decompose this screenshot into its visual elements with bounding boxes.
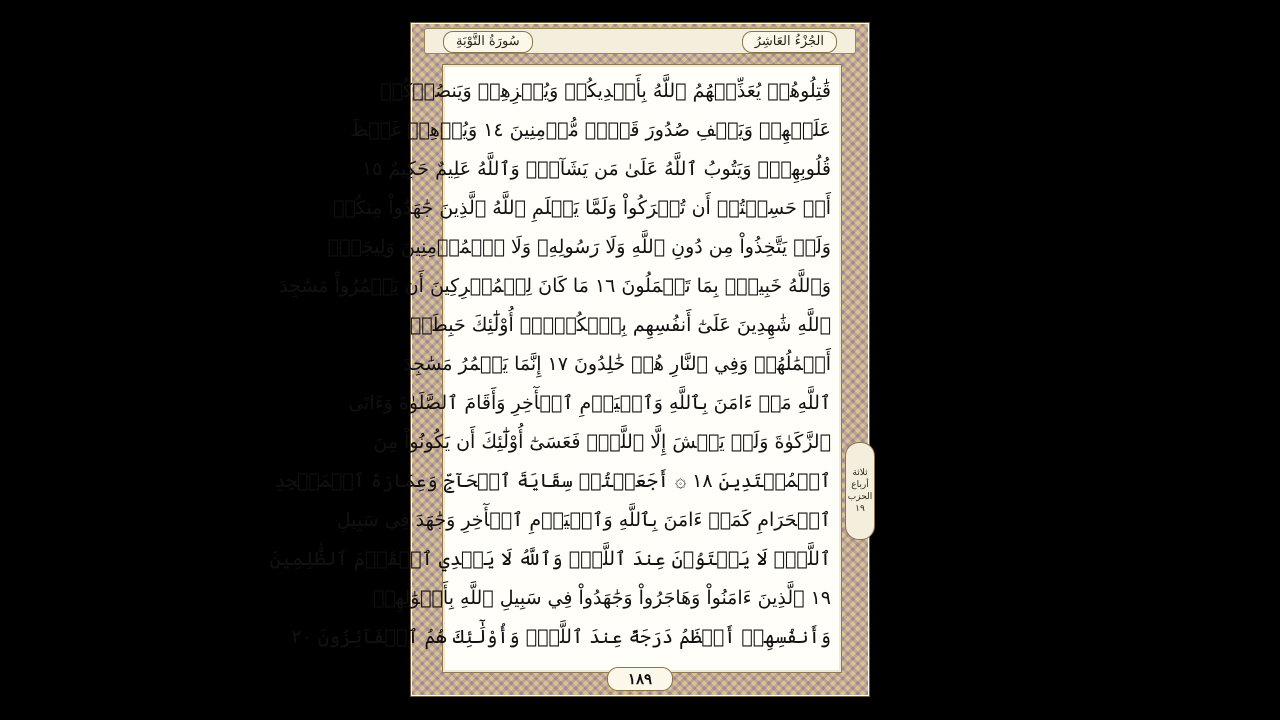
juz-title: الجُزْءُ العَاشِرُ xyxy=(742,31,837,53)
verse-line: ٱلزَّكَوٰةَ وَلَمۡ يَخۡشَ إِلَّا ٱللَّهَۖ فَعَسَىٰٓ أُوْلَٰٓئِكَ أَن يَكُونُواْ مِنَ xyxy=(373,431,831,453)
verse-line: وَٱللَّهُ خَبِيرُۢ بِمَا تَعۡمَلُونَ ١٦ مَا كَانَ لِلۡمُشۡرِكِينَ أَن يَعۡمُرُواْ مَسَٰجِدَ xyxy=(279,275,831,297)
verse-line: عَلَيۡهِمۡ وَيَشۡفِ صُدُورَ قَوۡمٖ مُّؤۡمِنِينَ ١٤ وَيُذۡهِبۡ غَيۡظَ xyxy=(350,119,831,141)
verse-line: ٱللَّهِ مَنۡ ءَامَنَ بِٱللَّهِ وَٱلۡيَوۡمِ ٱلۡأٓخِرِ وَأَقَامَ ٱلصَّلَوٰةَ وَءَاتَى xyxy=(348,392,831,414)
verses-panel xyxy=(269,64,842,673)
hizb-marker-number: ١٩ xyxy=(855,504,865,514)
verse-line: ٱلۡمُهۡتَدِينَ ١٨ ۞ أَجَعَلۡتُمۡ سِقَايَةَ ٱلۡحَآجِّ وَعِمَارَةَ ٱلۡمَسۡجِدِ xyxy=(274,470,831,492)
page-header xyxy=(424,28,856,54)
verse-line: قُلُوبِهِمۡۗ وَيَتُوبُ ٱللَّهُ عَلَىٰ مَن يَشَآءُۗ وَٱللَّهُ عَلِيمٌ حَكِيمٌ ١٥ xyxy=(361,158,831,180)
surah-title: سُورَةُ التَّوْبَةِ xyxy=(443,31,533,53)
verse-line: أَمۡ حَسِبۡتُمۡ أَن تُتۡرَكُواْ وَلَمَّا يَعۡلَمِ ٱللَّهُ ٱلَّذِينَ جَٰهَدُواْ مِنكُمۡ xyxy=(333,197,831,219)
verse-line: وَلَمۡ يَتَّخِذُواْ مِن دُونِ ٱللَّهِ وَلَا رَسُولِهِۦ وَلَا ٱلۡمُؤۡمِنِينَ وَلِيجَةٗۚ xyxy=(327,236,831,258)
hizb-marker-text: ثلاثة أرباع xyxy=(851,468,869,490)
verse-line: وَأَنفُسِهِمۡ أَعۡظَمُ دَرَجَةً عِندَ ٱللَّهِۚ وَأُوْلَٰٓئِكَ هُمُ ٱلۡفَآئِزُونَ ٢٠ xyxy=(291,626,831,648)
verse-line: ٱلۡحَرَامِ كَمَنۡ ءَامَنَ بِٱللَّهِ وَٱلۡيَوۡمِ ٱلۡأٓخِرِ وَجَٰهَدَ فِي سَبِيلِ xyxy=(336,509,831,531)
verse-line: ١٩ ٱلَّذِينَ ءَامَنُواْ وَهَاجَرُواْ وَجَٰهَدُواْ فِي سَبِيلِ ٱللَّهِ بِأَمۡوَٰلِهِمۡ xyxy=(372,587,831,609)
verse-line: أَعۡمَٰلُهُمۡ وَفِي ٱلنَّارِ هُمۡ خَٰلِدُونَ ١٧ إِنَّمَا يَعۡمُرُ مَسَٰجِدَ xyxy=(403,353,831,375)
verse-line: قَٰتِلُوهُمۡ يُعَذِّبۡهُمُ ٱللَّهُ بِأَيۡدِيكُمۡ وَيُخۡزِهِمۡ وَيَنصُرۡكُمۡ xyxy=(380,80,831,102)
mushaf-page xyxy=(269,22,873,697)
page-number: ١٨٩ xyxy=(607,667,673,691)
page-footer xyxy=(424,667,856,691)
hizb-marker-text: الحزب xyxy=(847,492,873,502)
verse-line: ٱللَّهِ شَٰهِدِينَ عَلَىٰٓ أَنفُسِهِم بِٱلۡكُفۡرِۚ أُوْلَٰٓئِكَ حَبِطَتۡ xyxy=(409,314,831,336)
verse-line: ٱللَّهِۚ لَا يَسۡتَوُۥنَ عِندَ ٱللَّهِۗ وَٱللَّهُ لَا يَهۡدِي ٱلۡقَوۡمَ ٱلظَّٰلِمِينَ xyxy=(269,548,831,570)
hizb-quarter-marker xyxy=(845,442,875,540)
